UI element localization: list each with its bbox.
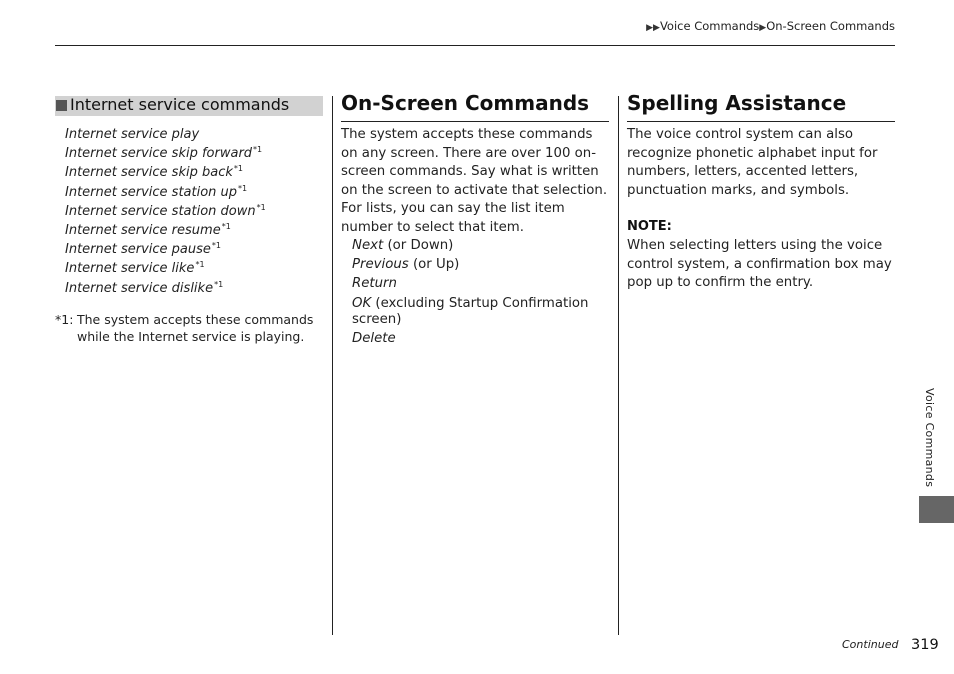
breadcrumb-arrow-icon: ▶ bbox=[759, 23, 767, 33]
column-divider-2 bbox=[618, 96, 619, 635]
heading-underline bbox=[341, 121, 609, 122]
footnote bbox=[55, 312, 325, 345]
on-screen-description: The system accepts these commands on any screen. There are over 100 on-screen commands. Say what is written on the screen to activate that selection. For lists, you can say the list item number to select that item. bbox=[341, 127, 608, 235]
footnote-line-1: The system accepts these commands bbox=[77, 312, 314, 327]
header-divider bbox=[55, 45, 895, 46]
continued-label: Continued bbox=[842, 638, 899, 651]
command-item: Internet service skip back$^{*1}$ bbox=[65, 164, 243, 181]
command-item: Internet service station $up^{*1}$ bbox=[65, 183, 248, 200]
page-number: 319 bbox=[911, 637, 939, 653]
list-item: Next (or Down) bbox=[352, 238, 454, 253]
breadcrumb-item-on-screen-commands[interactable]: On-Screen Commands bbox=[766, 19, 895, 33]
command-item: Internet service skip forward$^{*1}$ bbox=[65, 145, 263, 162]
heading-spelling-assistance: Spelling Assistance bbox=[627, 91, 847, 115]
square-bullet-icon bbox=[56, 100, 67, 111]
internet-command-list bbox=[65, 121, 266, 294]
spelling-description: The voice control system can also recognize phonetic alphabet input for numbers, letters, accented letters, punctuation marks, and symbols. bbox=[627, 127, 878, 198]
heading-on-screen-commands: On-Screen Commands bbox=[341, 91, 590, 115]
command-item: Internet service like$^{*1}$ bbox=[65, 260, 205, 277]
list-item: OK (excluding Startup Confirmation screen) bbox=[352, 295, 589, 328]
section-title: Internet service commands bbox=[70, 95, 290, 114]
note-body: When selecting letters using the voice control system, a confirmation box may pop up to confirm the entry. bbox=[627, 238, 892, 291]
command-item: Internet service pause$^{*1}$ bbox=[65, 241, 222, 258]
side-tab-label: Voice Commands bbox=[923, 388, 936, 488]
note-label: NOTE: bbox=[627, 219, 672, 234]
footnote-line-2: while the Internet service is playing. bbox=[77, 328, 305, 344]
command-item: Internet service dislike$^{*1}$ bbox=[65, 279, 224, 296]
breadcrumb-double-arrow-icon: ▶▶ bbox=[646, 23, 660, 33]
command-item: Internet service play bbox=[65, 127, 200, 142]
footnote-mark: *1: bbox=[55, 312, 74, 327]
command-item: Internet service station down$^{*1}$ bbox=[65, 202, 266, 219]
side-tab-marker bbox=[919, 496, 954, 523]
list-item: Previous (or Up) bbox=[352, 257, 460, 273]
breadcrumb bbox=[646, 19, 895, 33]
command-item: Internet service resume$^{*1}$ bbox=[65, 221, 231, 238]
list-item: Delete bbox=[352, 331, 396, 347]
heading-underline bbox=[627, 121, 895, 122]
list-item: Return bbox=[352, 276, 397, 292]
breadcrumb-item-voice-commands[interactable]: Voice Commands bbox=[659, 19, 760, 33]
on-screen-command-list bbox=[352, 238, 612, 350]
column-divider-1 bbox=[332, 96, 333, 635]
